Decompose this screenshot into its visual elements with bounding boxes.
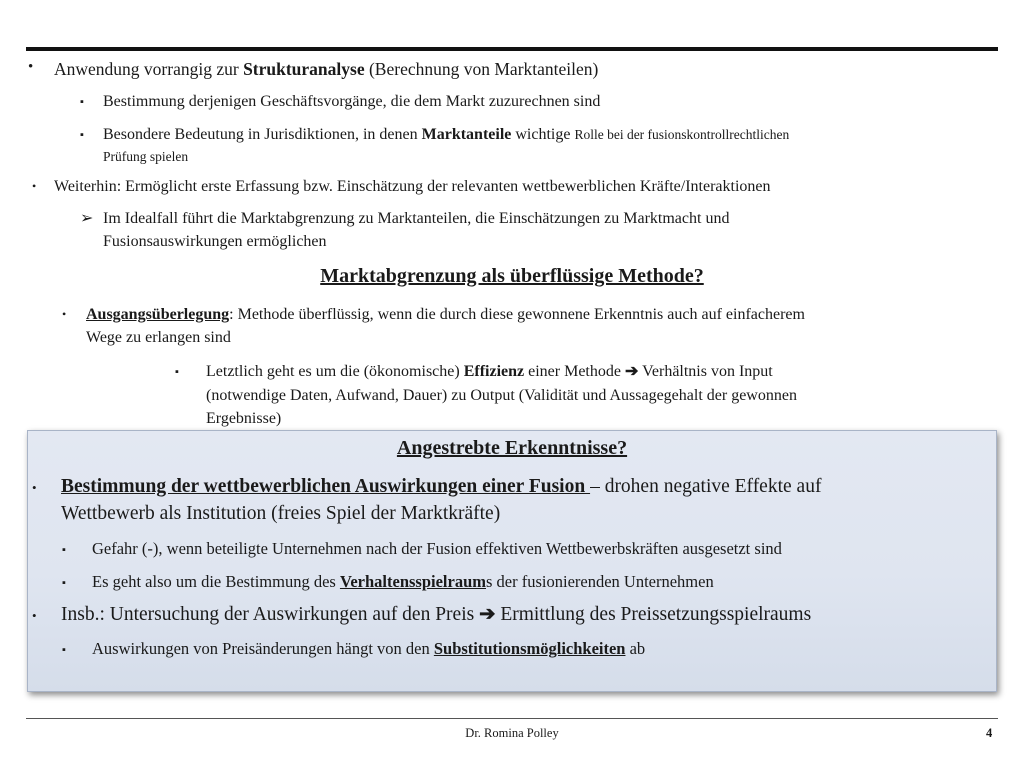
- subbullet-marktanteile-line2: Prüfung spielen: [103, 149, 189, 164]
- top-rule: [26, 47, 998, 51]
- square-marker: ▪: [62, 644, 66, 656]
- bullet-marker: •: [32, 179, 37, 193]
- subbullet-geschaeftsvorgaenge: Bestimmung derjenigen Geschäftsvorgänge, die dem Markt zuzurechnen sind: [103, 93, 601, 110]
- bold-term: Strukturanalyse: [243, 59, 365, 79]
- panel-subbullet-gefahr: Gefahr (-), wenn beteiligte Unternehmen nach der Fusion effektiven Wettbewerbskräften ausgesetzt sind: [92, 539, 782, 558]
- square-marker: ▪: [80, 129, 84, 141]
- square-marker: ▪: [80, 96, 84, 108]
- square-marker: ▪: [62, 544, 66, 556]
- square-marker: ▪: [175, 366, 179, 378]
- bold-term: Verhaltensspielraum: [339, 572, 486, 591]
- footer-rule: [26, 718, 998, 719]
- heading-angestrebte-erkenntnisse: Angestrebte Erkenntnisse?: [396, 437, 628, 459]
- bold-term: Marktanteile: [421, 126, 512, 143]
- panel-subbullet-substitution: Auswirkungen von Preisänderungen hängt von den Substitutionsmöglichkeiten ab: [92, 639, 646, 658]
- panel-bullet-wettbewerbliche-auswirkungen-line1: Bestimmung der wettbewerblichen Auswirkungen einer Fusion – drohen negative Effekte auf: [61, 476, 822, 497]
- right-arrow-icon: ➔: [624, 363, 639, 380]
- panel-subbullet-verhaltensspielraum: Es geht also um die Bestimmung des Verhaltensspielraums der fusionierenden Unternehmen: [92, 572, 714, 591]
- heading-ueberfluessige-methode: Marktabgrenzung als überflüssige Methode?: [320, 265, 704, 287]
- bold-term: Effizienz: [463, 363, 525, 380]
- bold-term: Substitutionsmöglichkeiten: [433, 639, 626, 658]
- bullet-marker: •: [32, 480, 37, 495]
- bold-term: Bestimmung der wettbewerblichen Auswirkungen einer Fusion: [61, 476, 591, 497]
- bullet-marker: •: [32, 608, 37, 623]
- subbullet-effizienz-line2: (notwendige Daten, Aufwand, Dauer) zu Output (Validität und Aussagegehalt der gewonnen: [206, 387, 797, 404]
- bullet-marker: •: [62, 307, 67, 321]
- arrow-marker: ➢: [80, 210, 94, 227]
- bullet-strukturanalyse: Anwendung vorrangig zur Strukturanalyse (Berechnung von Marktanteilen): [54, 59, 599, 79]
- bullet-marker: •: [28, 59, 34, 75]
- page-number: 4: [986, 726, 993, 740]
- panel-bullet-preis: Insb.: Untersuchung der Auswirkungen auf den Preis ➔ Ermittlung des Preissetzungsspielraums: [61, 604, 812, 625]
- bullet-ausgangsueberlegung-line2: Wege zu erlangen sind: [86, 329, 231, 346]
- subbullet-effizienz-line1: Letztlich geht es um die (ökonomische) Effizienz einer Methode ➔ Verhältnis von Input: [206, 363, 773, 380]
- arrowbullet-idealfall-line1: Im Idealfall führt die Marktabgrenzung zu Marktanteilen, die Einschätzungen zu Marktmacht und: [103, 210, 730, 227]
- erkenntnisse-panel: [27, 430, 997, 692]
- subbullet-effizienz-line3: Ergebnisse): [206, 410, 282, 427]
- panel-bullet-wettbewerbliche-auswirkungen-line2: Wettbewerb als Institution (freies Spiel der Marktkräfte): [61, 503, 501, 524]
- square-marker: ▪: [62, 577, 66, 589]
- subbullet-marktanteile-line1: Besondere Bedeutung in Jurisdiktionen, in denen Marktanteile wichtige Rolle bei der fusionskontrollrechtlichen: [103, 126, 790, 143]
- footer-author: Dr. Romina Polley: [465, 726, 559, 740]
- bullet-ausgangsueberlegung-line1: Ausgangsüberlegung: Methode überflüssig, wenn die durch diese gewonnene Erkenntnis auch auf einfacherem: [86, 306, 805, 323]
- right-arrow-icon: ➔: [479, 604, 496, 625]
- arrowbullet-idealfall-line2: Fusionsauswirkungen ermöglichen: [103, 233, 327, 250]
- label-ausgangsueberlegung: Ausgangsüberlegung: [86, 306, 230, 323]
- bullet-weiterhin: Weiterhin: Ermöglicht erste Erfassung bzw. Einschätzung der relevanten wettbewerblichen Kräfte/Interaktionen: [54, 178, 771, 195]
